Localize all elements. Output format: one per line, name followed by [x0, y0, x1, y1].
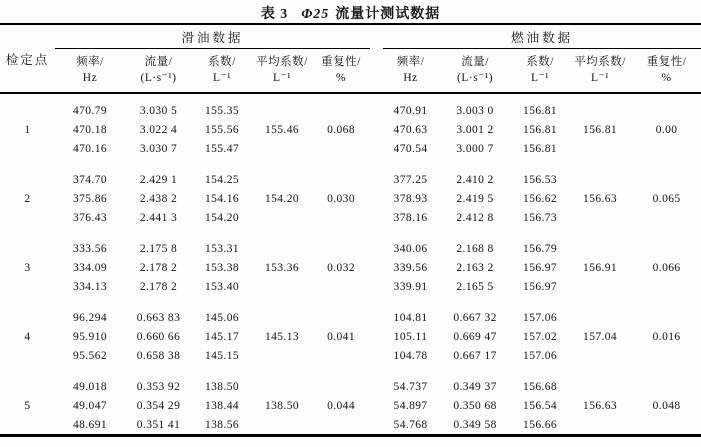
cell-fuel-flow: 2.165 5: [456, 280, 494, 293]
cell-oil-avg-coefficient: 155.46: [264, 123, 300, 136]
cell-fuel-coefficient: 157.06: [523, 311, 558, 324]
cell-fuel-coefficient: 156.81: [523, 104, 558, 117]
data-row: [0, 308, 701, 327]
cell-oil-flow: 0.658 38: [136, 349, 181, 362]
group-header-row: [0, 24, 701, 49]
cell-fuel-frequency: 339.56: [393, 261, 428, 274]
cell-oil-frequency: 374.70: [72, 173, 108, 186]
cell-fuel-coefficient: 156.68: [523, 380, 558, 393]
cell-oil-frequency: 95.910: [72, 330, 108, 343]
col-label: 平均系数/: [574, 56, 626, 68]
cell-oil-repeatability: 0.068: [327, 123, 355, 136]
cell-oil-coefficient: 138.56: [204, 418, 240, 431]
cell-fuel-repeatability: 0.048: [652, 399, 681, 412]
spacer-row: [0, 296, 701, 308]
spacer-cell: [0, 365, 701, 377]
cell-fuel-repeatability: 0.00: [655, 123, 678, 136]
cell-oil-frequency: 49.018: [72, 380, 108, 393]
cell-group-spacer: [370, 377, 383, 436]
cell-oil-flow: 0.354 29: [136, 399, 181, 412]
col-unit: (L·s⁻¹): [457, 72, 494, 84]
cell-fuel-flow: 0.349 58: [453, 418, 497, 431]
cell-oil-avg-coefficient: 153.36: [264, 261, 300, 274]
col-unit: %: [661, 72, 672, 84]
data-row: [0, 101, 701, 120]
col-label: 系数/: [208, 56, 236, 68]
cell-fuel-flow: 0.667 17: [453, 349, 497, 362]
cell-fuel-frequency: 54.897: [393, 399, 428, 412]
cell-oil-flow: 3.030 7: [139, 142, 178, 155]
cell-fuel-flow: 2.163 2: [456, 261, 494, 274]
cell-fuel-coefficient: 156.97: [523, 261, 558, 274]
col-header-oil-avg-coefficient: [252, 49, 312, 94]
cell-fuel-frequency: 104.78: [393, 349, 428, 362]
cell-fuel-coefficient: 156.81: [523, 123, 558, 136]
col-unit: (L·s⁻¹): [140, 72, 177, 84]
cell-oil-frequency: 96.294: [72, 311, 108, 324]
spacer-row: [0, 365, 701, 377]
cell-fuel-coefficient: 156.73: [523, 211, 558, 224]
col-unit: Hz: [403, 72, 418, 84]
col-header-oil-repeatability: [312, 49, 370, 94]
cell-oil-coefficient: 155.47: [204, 142, 240, 155]
cell-oil-coefficient: 145.17: [204, 330, 240, 343]
cell-oil-repeatability: 0.041: [327, 330, 355, 343]
cell-fuel-repeatability: 0.065: [652, 192, 681, 205]
cell-oil-frequency: 334.09: [72, 261, 108, 274]
cell-point-id: 1: [24, 123, 31, 136]
cell-oil-flow: 0.353 92: [136, 380, 181, 393]
group-spacer: [370, 24, 383, 49]
cell-oil-flow: 2.441 3: [139, 211, 178, 224]
col-label: 频率/: [396, 56, 425, 68]
col-header-fuel-flow: [438, 49, 512, 94]
col-header-fuel-avg-coefficient: [568, 49, 632, 94]
cell-point-id: 5: [24, 399, 31, 412]
cell-oil-flow: 3.030 5: [139, 104, 178, 117]
spacer-cell: [0, 158, 701, 170]
cell-oil-flow: 0.660 66: [136, 330, 181, 343]
table-number: 表 3: [260, 7, 289, 22]
cell-fuel-frequency: 105.11: [393, 330, 428, 343]
cell-fuel-flow: 2.412 8: [456, 211, 494, 224]
spacer-row: [0, 227, 701, 239]
cell-fuel-frequency: 378.16: [393, 211, 428, 224]
cell-group-spacer: [370, 239, 383, 296]
spacer-cell: [0, 296, 701, 308]
cell-oil-repeatability: 0.032: [327, 261, 355, 274]
cell-oil-flow: 0.351 41: [136, 418, 181, 431]
cell-oil-frequency: 333.56: [72, 242, 108, 255]
cell-oil-flow: 2.178 2: [139, 261, 178, 274]
col-unit: L⁻¹: [212, 72, 232, 84]
cell-fuel-flow: 3.003 0: [456, 104, 494, 117]
cell-oil-avg-coefficient: 154.20: [264, 192, 300, 205]
cell-oil-frequency: 95.562: [72, 349, 108, 362]
cell-fuel-coefficient: 156.62: [523, 192, 558, 205]
cell-oil-frequency: 470.18: [72, 123, 108, 136]
cell-fuel-avg-coefficient: 156.63: [583, 192, 618, 205]
cell-oil-avg-coefficient: 138.50: [264, 399, 300, 412]
cell-fuel-frequency: 470.54: [393, 142, 428, 155]
table-body: [0, 93, 701, 436]
cell-fuel-repeatability: 0.066: [652, 261, 681, 274]
cell-fuel-frequency: 470.91: [393, 104, 428, 117]
cell-oil-coefficient: 153.40: [204, 280, 240, 293]
col-label: 流量/: [461, 56, 489, 68]
cell-group-spacer: [370, 170, 383, 227]
cell-oil-frequency: 48.691: [72, 418, 108, 431]
cell-fuel-flow: 0.667 32: [453, 311, 497, 324]
cell-fuel-avg-coefficient: 157.04: [583, 330, 618, 343]
data-row: [0, 239, 701, 258]
cell-oil-coefficient: 153.31: [204, 242, 240, 255]
cell-fuel-flow: 2.410 2: [456, 173, 494, 186]
data-row: [0, 170, 701, 189]
title-text: 流量计测试数据: [335, 7, 441, 22]
cell-oil-repeatability: 0.030: [327, 192, 355, 205]
spacer-row: [0, 158, 701, 170]
cell-fuel-flow: 0.350 68: [453, 399, 497, 412]
cell-oil-coefficient: 153.38: [204, 261, 240, 274]
cell-fuel-coefficient: 156.81: [523, 142, 558, 155]
corner-header: 检定点: [0, 24, 55, 93]
spacer-cell: [0, 93, 701, 101]
cell-oil-flow: 2.178 2: [139, 280, 178, 293]
cell-oil-flow: 3.022 4: [139, 123, 178, 136]
cell-fuel-frequency: 104.81: [393, 311, 428, 324]
cell-fuel-flow: 3.000 7: [456, 142, 494, 155]
col-unit: L⁻¹: [272, 72, 292, 84]
col-label: 重复性/: [646, 56, 687, 68]
col-unit: L⁻¹: [591, 72, 610, 84]
col-header-fuel-repeatability: [632, 49, 701, 94]
cell-oil-coefficient: 154.16: [204, 192, 240, 205]
cell-fuel-flow: 0.349 37: [453, 380, 497, 393]
col-header-fuel-frequency: [383, 49, 438, 94]
cell-oil-flow: 2.175 8: [139, 242, 178, 255]
cell-fuel-coefficient: 157.06: [523, 349, 558, 362]
group-header-fuel: 燃油数据: [383, 24, 701, 49]
col-header-oil-coefficient: [192, 49, 252, 94]
cell-oil-flow: 0.663 83: [136, 311, 181, 324]
cell-fuel-flow: 3.001 2: [456, 123, 494, 136]
table-title: [0, 0, 701, 22]
cell-fuel-frequency: 378.93: [393, 192, 428, 205]
cell-fuel-frequency: 54.737: [393, 380, 428, 393]
cell-point-id: 3: [24, 261, 31, 274]
cell-fuel-frequency: 54.768: [393, 418, 428, 431]
cell-fuel-flow: 2.168 8: [456, 242, 494, 255]
cell-oil-flow: 2.429 1: [139, 173, 178, 186]
cell-oil-coefficient: 138.44: [204, 399, 240, 412]
col-header-oil-flow: [125, 49, 192, 94]
cell-oil-frequency: 49.047: [72, 399, 108, 412]
data-row: [0, 377, 701, 396]
cell-oil-coefficient: 155.56: [204, 123, 240, 136]
data-table: [0, 23, 701, 437]
cell-fuel-coefficient: 156.79: [523, 242, 558, 255]
cell-oil-coefficient: 155.35: [204, 104, 240, 117]
cell-fuel-coefficient: 156.97: [523, 280, 558, 293]
cell-oil-frequency: 334.13: [72, 280, 108, 293]
cell-fuel-coefficient: 157.02: [523, 330, 558, 343]
cell-point-id: 2: [24, 192, 31, 205]
col-unit: L⁻¹: [531, 72, 550, 84]
cell-fuel-repeatability: 0.016: [652, 330, 681, 343]
cell-point-id: 4: [24, 330, 31, 343]
cell-oil-coefficient: 154.25: [204, 173, 240, 186]
col-label: 频率/: [76, 56, 104, 68]
model-designation: Φ25: [301, 7, 330, 22]
spacer-cell: [0, 227, 701, 239]
cell-oil-frequency: 470.16: [72, 142, 108, 155]
col-header-fuel-coefficient: [512, 49, 568, 94]
cell-fuel-coefficient: 156.66: [523, 418, 558, 431]
cell-oil-coefficient: 145.06: [204, 311, 240, 324]
cell-oil-frequency: 470.79: [72, 104, 108, 117]
cell-fuel-frequency: 470.63: [393, 123, 428, 136]
cell-fuel-flow: 2.419 5: [456, 192, 494, 205]
group-header-oil: 滑油数据: [55, 24, 370, 49]
col-label: 重复性/: [321, 56, 361, 68]
cell-fuel-coefficient: 156.53: [523, 173, 558, 186]
column-spacer: [370, 49, 383, 94]
cell-fuel-avg-coefficient: 156.63: [583, 399, 618, 412]
cell-group-spacer: [370, 308, 383, 365]
cell-oil-repeatability: 0.044: [327, 399, 355, 412]
col-header-oil-frequency: [55, 49, 125, 94]
col-unit: %: [335, 72, 347, 84]
cell-fuel-flow: 0.669 47: [453, 330, 497, 343]
cell-oil-flow: 2.438 2: [139, 192, 178, 205]
cell-fuel-frequency: 340.06: [393, 242, 428, 255]
cell-oil-avg-coefficient: 145.13: [264, 330, 300, 343]
col-label: 流量/: [144, 56, 173, 68]
cell-oil-frequency: 376.43: [72, 211, 108, 224]
cell-fuel-frequency: 377.25: [393, 173, 428, 186]
spacer-row: [0, 93, 701, 101]
cell-oil-coefficient: 138.50: [204, 380, 240, 393]
cell-fuel-avg-coefficient: 156.81: [583, 123, 618, 136]
cell-oil-coefficient: 145.15: [204, 349, 240, 362]
col-label: 系数/: [526, 56, 554, 68]
column-header-row: [0, 49, 701, 94]
cell-fuel-avg-coefficient: 156.91: [583, 261, 618, 274]
cell-fuel-frequency: 339.91: [393, 280, 428, 293]
cell-group-spacer: [370, 101, 383, 158]
col-unit: Hz: [82, 72, 98, 84]
cell-oil-frequency: 375.86: [72, 192, 108, 205]
cell-fuel-coefficient: 156.54: [523, 399, 558, 412]
col-label: 平均系数/: [256, 56, 308, 68]
cell-oil-coefficient: 154.20: [204, 211, 240, 224]
